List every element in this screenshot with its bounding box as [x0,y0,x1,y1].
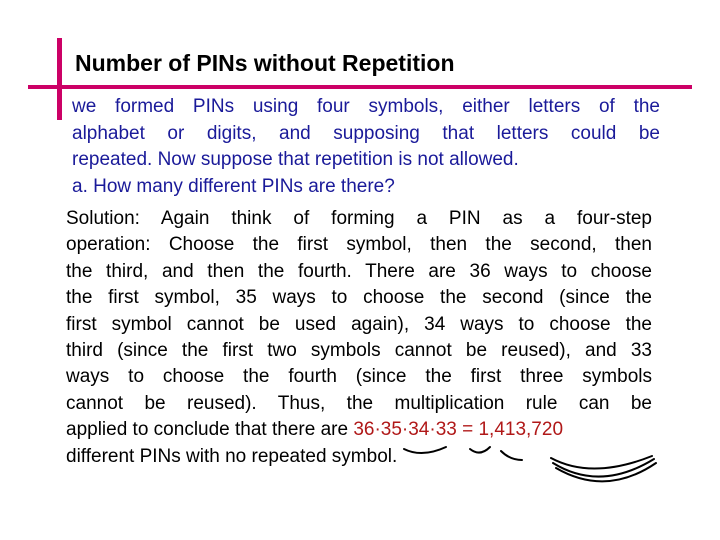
solution-line: cannot be reused). Thus, the multiplication rule can be [66,392,652,414]
solution-line: Solution: Again think of forming a PIN as a four-step [66,208,652,229]
problem-statement [72,94,660,200]
solution-line: the first symbol, 35 ways to choose the second (since the [66,287,652,309]
solution-line: first symbol cannot be used again), 34 ways to choose the [66,313,652,335]
title-accent-vertical-bar [57,38,62,120]
solution-line: ways to choose the fourth (since the first three symbols [66,366,652,388]
problem-line: repeated. Now suppose that repetition is not allowed. [72,149,519,170]
problem-question: a. How many different PINs are there? [72,175,395,197]
solution-line: operation: Choose the first symbol, then the second, then [66,234,652,256]
solution-line: the third, and then the fourth. There are 36 ways to choose [66,260,652,282]
solution-paragraph [66,206,652,470]
problem-line: we formed PINs using four symbols, either letters of the [72,96,660,117]
title-accent-horizontal-bar [28,85,692,89]
solution-line-with-result [66,417,652,443]
product-result-highlight: 36·35·34·33 = 1,413,720 [353,419,564,441]
solution-line-text: applied to conclude that there are [66,419,354,441]
solution-line: third (since the first two symbols cannot be reused), and 33 [66,340,652,362]
problem-line: alphabet or digits, and supposing that letters could be [72,122,660,144]
slide-title: Number of PINs without Repetition [75,50,455,76]
solution-line: different PINs with no repeated symbol. [66,445,398,467]
